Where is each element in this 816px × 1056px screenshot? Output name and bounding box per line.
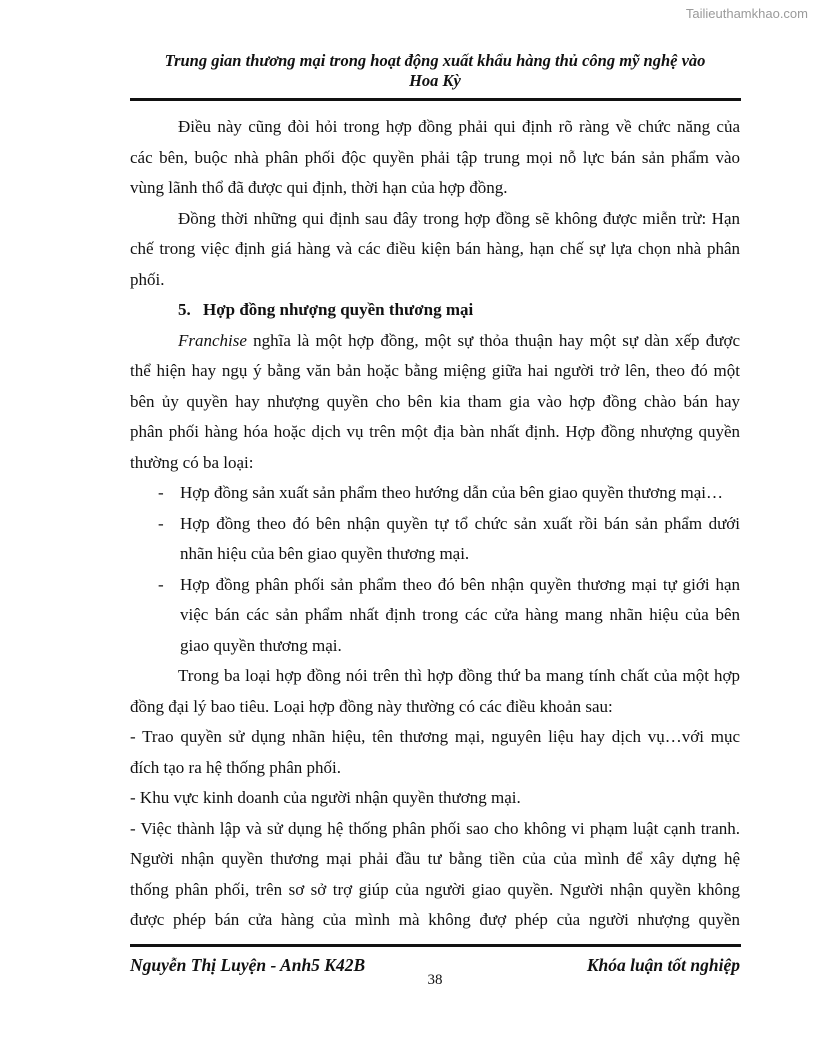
bullet-text: Hợp đồng sản xuất sản phẩm theo hướng dẫn của bên giao quyền thương mại… [180,483,724,502]
bullet-item [130,570,740,601]
footer-author: Nguyễn Thị Luyện - Anh5 K42B [130,955,366,975]
bullet-continuation: giao quyền thương mại. [180,635,342,655]
bullet-text: Hợp đồng phân phối sản phẩm theo đó bên nhận quyền thương mại tự giới hạn [180,574,740,594]
page-number: 38 [427,972,443,988]
header-rule [130,98,741,101]
bullet-item [130,478,740,509]
franchise-term: Franchise [178,330,247,350]
footer-doc-type: Khóa luận tốt nghiệp [586,955,740,975]
text-line: bên ủy quyền hay nhượng quyền cho bên kia tham gia vào hợp đồng chào bán hay [130,391,740,411]
text-line: vùng lãnh thổ đã được qui định, thời hạn của hợp đồng. [130,178,508,197]
text-line: phối. [130,269,165,289]
section-heading [130,295,740,326]
bullet-continuation: việc bán các sản phẩm nhất định trong các cửa hàng mang nhãn hiệu của bên [180,605,740,624]
dash-marker: - [158,483,164,502]
text-line: Điều này cũng đòi hỏi trong hợp đồng phải qui định rõ ràng về chức năng của [178,117,740,136]
header-title-line2: Hoa Kỳ [409,71,461,90]
text-span: nghĩa là một hợp đồng, một sự thỏa thuận hay một sự dàn xếp được [246,330,740,350]
text-line: thường có ba loại: [130,452,254,472]
page-body [130,112,740,936]
section-number: 5. [178,300,191,319]
footer-rule [130,944,741,947]
text-line: Trong ba loại hợp đồng nói trên thì hợp đồng thứ ba mang tính chất của một hợp [178,666,740,685]
running-header [130,51,740,91]
dash-marker: - [158,574,164,594]
text-line: phân phối hàng hóa hoặc dịch vụ trên một địa bàn nhất định. Hợp đồng nhượng quyền [130,422,740,441]
text-line: thống phân phối, trên sơ sở trợ giúp của người giao quyền. Người nhận quyền không [130,879,740,899]
text-line: các bên, buộc nhà phân phối độc quyền phải tập trung mọi nỗ lực bán sản phẩm vào [130,147,740,167]
text-line: đồng đại lý bao tiêu. Loại hợp đồng này thường có các điều khoản sau: [130,696,613,716]
text-line: thể hiện hay ngụ ý bằng văn bản hoặc bằng miệng giữa hai người trở lên, theo đó một [130,361,740,380]
section-title: Hợp đồng nhượng quyền thương mại [203,300,474,319]
text-line: Người nhận quyền thương mại phải đầu tư bằng tiền của của mình để xây dựng hệ [130,849,740,868]
text-line: đích tạo ra hệ thống phân phối. [130,757,342,777]
text-line: - Việc thành lập và sử dụng hệ thống phân phối sao cho không vi phạm luật cạnh tranh. [130,818,740,838]
bullet-text: Hợp đồng theo đó bên nhận quyền tự tổ chức sản xuất rồi bán sản phẩm dưới [180,513,740,533]
text-line [130,326,740,357]
text-line: - Khu vực kinh doanh của người nhận quyền thương mại. [130,788,521,807]
bullet-item [130,509,740,540]
bullet-continuation: nhãn hiệu của bên giao quyền thương mại. [180,544,470,563]
watermark: Tailieuthamkhao.com [685,6,808,21]
text-line: được phép bán cửa hàng của mình mà không đượ phép của người nhượng quyền [130,910,740,929]
text-line: - Trao quyền sử dụng nhãn hiệu, tên thương mại, nguyên liệu hay dịch vụ…với mục [130,727,740,746]
text-line: chế trong việc định giá hàng và các điều kiện bán hàng, hạn chế sự lựa chọn nhà phân [130,239,740,258]
header-title-line1: Trung gian thương mại trong hoạt động xuất khẩu hàng thủ công mỹ nghệ vào [164,51,706,70]
text-line: Đồng thời những qui định sau đây trong hợp đồng sẽ không được miễn trừ: Hạn [178,208,740,228]
dash-marker: - [158,513,164,533]
